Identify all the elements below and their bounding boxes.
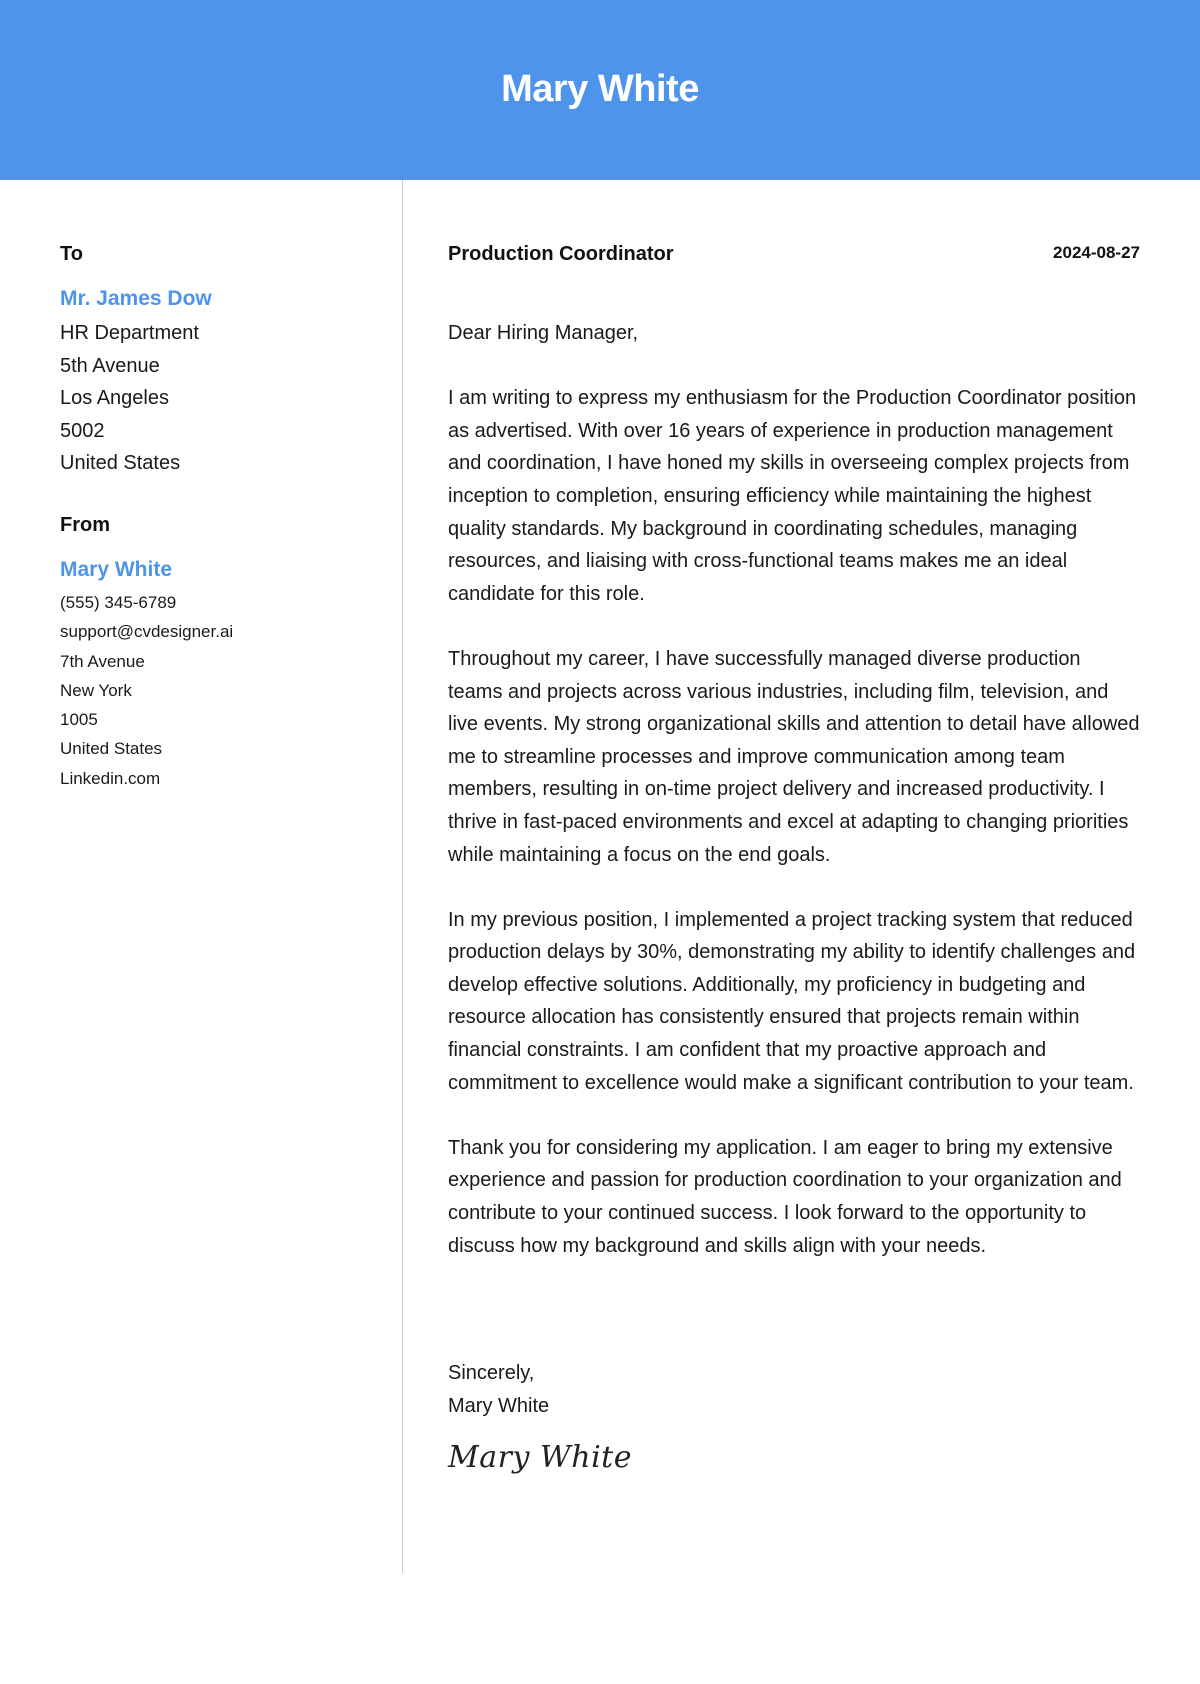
recipient-department: HR Department	[60, 322, 199, 344]
recipient-name: Mr. James Dow	[60, 287, 212, 310]
column-divider	[402, 180, 403, 1573]
closing-phrase: Sincerely,	[448, 1362, 535, 1384]
paragraph: Throughout my career, I have successfully managed diverse production teams and projects across various industries, including film, television, and live events. My strong organizational skills and attention to detail have allowed me to streamline processes and improve communication among team members, resulting in on-time project delivery and increased productivity. I thrive in fast-paced environments and excel at adapting to changing priorities while maintaining a focus on the end goals.	[448, 647, 1140, 866]
recipient-postal-code: 5002	[60, 419, 105, 442]
paragraph: In my previous position, I implemented a project tracking system that reduced production delays by 30%, demonstrating my ability to identify challenges and develop effective solutions. Additionally, my proficiency in budgeting and resource allocation has consistently ensured that projects remain within financial constraints. I am confident that my proactive approach and commitment to excellence would make a significant contribution to your team.	[448, 908, 1136, 1094]
paragraph: I am writing to express my enthusiasm for the Production Coordinator position as advertised. With over 16 years of experience in production management and coordination, I have honed my skills in overseeing complex projects from inception to completion, ensuring efficiency while maintaining the highest quality standards. My background in coordinating schedules, managing resources, and liaising with cross-functional teams makes me an ideal candidate for this role.	[448, 387, 1137, 605]
sender-website: Linkedin.com	[60, 768, 161, 788]
recipient-heading: To	[60, 243, 83, 265]
sender-city: New York	[60, 680, 132, 700]
sender-country: United States	[60, 739, 163, 759]
letter-date: 2024-08-27	[1053, 243, 1140, 262]
recipient-country: United States	[60, 452, 181, 475]
sender-phone: (555) 345-6789	[60, 593, 177, 612]
recipient-city: Los Angeles	[60, 387, 169, 410]
closing-block	[448, 1357, 549, 1422]
signature: Mary White	[448, 1440, 632, 1475]
recipient-address	[60, 317, 199, 480]
sender-contact	[60, 588, 233, 793]
letter-content	[448, 317, 1140, 1295]
job-title: Production Coordinator	[448, 243, 674, 265]
recipient-street: 5th Avenue	[60, 354, 160, 377]
closing-name: Mary White	[448, 1394, 550, 1417]
paragraph: Thank you for considering my application. I am eager to bring my extensive experience and passion for production coordination to your organization and contribute to your continued success. I look forward to the opportunity to discuss how my background and skills align with your needs.	[448, 1136, 1122, 1257]
sender-heading: From	[60, 514, 110, 536]
applicant-name-heading: Mary White	[501, 68, 699, 110]
greeting: Dear Hiring Manager,	[448, 322, 639, 344]
sender-postal-code: 1005	[60, 710, 98, 730]
sender-name: Mary White	[60, 558, 173, 581]
sender-street: 7th Avenue	[60, 651, 145, 671]
sender-email: support@cvdesigner.ai	[60, 622, 234, 642]
header-banner	[0, 0, 1200, 180]
